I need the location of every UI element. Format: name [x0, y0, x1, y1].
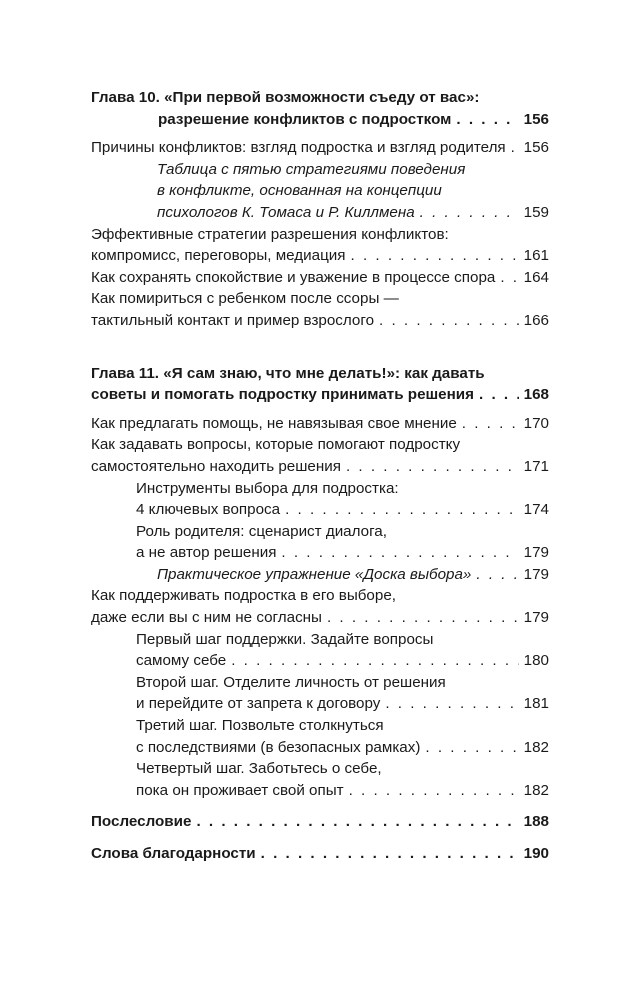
entry-text: даже если вы с ним не согласны	[91, 609, 322, 627]
page-number: 168	[523, 386, 549, 404]
entry-text: Практическое упражнение «Доска выбора»	[157, 565, 472, 583]
chapter-subtitle: разрешение конфликтов с подростком	[158, 110, 452, 128]
leader-dots	[425, 737, 518, 759]
toc-entry-cont	[91, 499, 549, 521]
page-number: 179	[523, 565, 549, 583]
chapter-title: Глава 11. «Я сам знаю, что мне делать!»: как давать	[91, 364, 485, 382]
chapter-10-title-line2	[91, 109, 549, 131]
toc-entry	[91, 288, 549, 310]
toc-entry	[91, 564, 549, 586]
leader-dots	[261, 843, 519, 865]
entry-text: Как помириться с ребенком после ссоры —	[91, 290, 399, 308]
leader-dots	[285, 499, 519, 521]
page-number: 156	[523, 110, 549, 128]
page-number: 166	[523, 311, 549, 329]
toc-entry	[91, 413, 549, 435]
toc-entry	[91, 715, 549, 737]
page-number: 174	[523, 501, 549, 519]
leader-dots	[511, 137, 519, 159]
leader-dots	[500, 267, 518, 289]
entry-text: в конфликте, основанная на концепции	[157, 182, 442, 200]
leader-dots	[462, 413, 519, 435]
page-number: 182	[523, 781, 549, 799]
chapter-subtitle: советы и помогать подростку принимать решения	[91, 386, 474, 404]
page-number: 164	[523, 268, 549, 286]
chapter-11-title-line1	[91, 363, 549, 385]
entry-text: Причины конфликтов: взгляд подростка и взгляд родителя	[91, 139, 506, 157]
table-of-contents	[91, 87, 549, 865]
entry-text: Третий шаг. Позвольте столкнуться	[136, 717, 384, 735]
entry-text: 4 ключевых вопроса	[136, 501, 281, 519]
toc-entry-cont	[91, 180, 549, 202]
page-number: 190	[523, 845, 549, 862]
entry-text: Первый шаг поддержки. Задайте вопросы	[136, 630, 434, 648]
page-number: 170	[523, 414, 549, 432]
toc-entry-cont	[91, 650, 549, 672]
entry-text: и перейдите от запрета к договору	[136, 695, 381, 713]
toc-entry-cont	[91, 693, 549, 715]
entry-text: тактильный контакт и пример взрослого	[91, 311, 375, 329]
toc-acknowledgements	[91, 843, 549, 865]
entry-text: самостоятельно находить решения	[91, 457, 341, 475]
chapter-title: Глава 10. «При первой возможности съеду от вас»:	[91, 89, 480, 106]
toc-entry	[91, 434, 549, 456]
entry-text: Второй шаг. Отделите личность от решения	[136, 673, 446, 691]
entry-text: Как сохранять спокойствие и уважение в процессе спора	[91, 268, 496, 286]
entry-text: пока он проживает свой опыт	[136, 781, 344, 799]
leader-dots	[379, 310, 519, 332]
page-number: 171	[523, 457, 549, 475]
entry-text: с последствиями (в безопасных рамках)	[136, 738, 421, 756]
chapter-11-title-line2	[91, 384, 549, 406]
leader-dots	[196, 811, 518, 833]
entry-text: психологов К. Томаса и Р. Киллмена	[157, 203, 415, 221]
toc-entry-cont	[91, 202, 549, 224]
toc-entry-cont	[91, 310, 549, 332]
entry-text: Инструменты выбора для подростка:	[136, 479, 399, 497]
chapter-10-title-line1	[91, 87, 549, 109]
page-number: 159	[523, 203, 549, 221]
toc-entry	[91, 521, 549, 543]
leader-dots	[231, 650, 518, 672]
leader-dots	[346, 456, 519, 478]
page-number: 182	[523, 738, 549, 756]
toc-entry	[91, 478, 549, 500]
entry-text: Послесловие	[91, 813, 192, 831]
toc-entry-cont	[91, 542, 549, 564]
entry-text: Роль родителя: сценарист диалога,	[136, 522, 387, 540]
entry-text: а не автор решения	[136, 544, 277, 562]
page-number: 179	[523, 609, 549, 627]
toc-entry-cont	[91, 737, 549, 759]
entry-text: Как задавать вопросы, которые помогают подростку	[91, 436, 461, 454]
toc-entry-cont	[91, 245, 549, 267]
leader-dots	[281, 542, 518, 564]
leader-dots	[456, 109, 518, 131]
entry-text: Как поддерживать подростка в его выборе,	[91, 587, 396, 605]
leader-dots	[327, 607, 519, 629]
page-number: 161	[523, 247, 549, 265]
page-number: 180	[523, 652, 549, 670]
page-number: 179	[523, 544, 549, 562]
entry-text: Слова благодарности	[91, 845, 256, 862]
page-number: 188	[523, 813, 549, 831]
toc-entry	[91, 758, 549, 780]
entry-text: Эффективные стратегии разрешения конфликтов:	[91, 225, 449, 243]
page-number: 181	[523, 695, 549, 713]
leader-dots	[349, 780, 519, 802]
toc-entry	[91, 629, 549, 651]
entry-text: Четвертый шаг. Заботьтесь о себе,	[136, 760, 382, 778]
toc-entry	[91, 585, 549, 607]
leader-dots	[420, 202, 519, 224]
leader-dots	[385, 693, 518, 715]
entry-text: Как предлагать помощь, не навязывая свое мнение	[91, 414, 457, 432]
toc-entry	[91, 159, 549, 181]
leader-dots	[479, 384, 519, 406]
entry-text: компромисс, переговоры, медиация	[91, 247, 346, 265]
toc-entry	[91, 672, 549, 694]
toc-entry	[91, 137, 549, 159]
entry-text: самому себе	[136, 652, 227, 670]
leader-dots	[351, 245, 519, 267]
toc-entry	[91, 224, 549, 246]
toc-entry	[91, 267, 549, 289]
toc-afterword	[91, 811, 549, 833]
toc-entry-cont	[91, 780, 549, 802]
toc-entry-cont	[91, 607, 549, 629]
leader-dots	[476, 564, 518, 586]
toc-entry-cont	[91, 456, 549, 478]
page-number: 156	[523, 139, 549, 157]
entry-text: Таблица с пятью стратегиями поведения	[157, 160, 466, 178]
